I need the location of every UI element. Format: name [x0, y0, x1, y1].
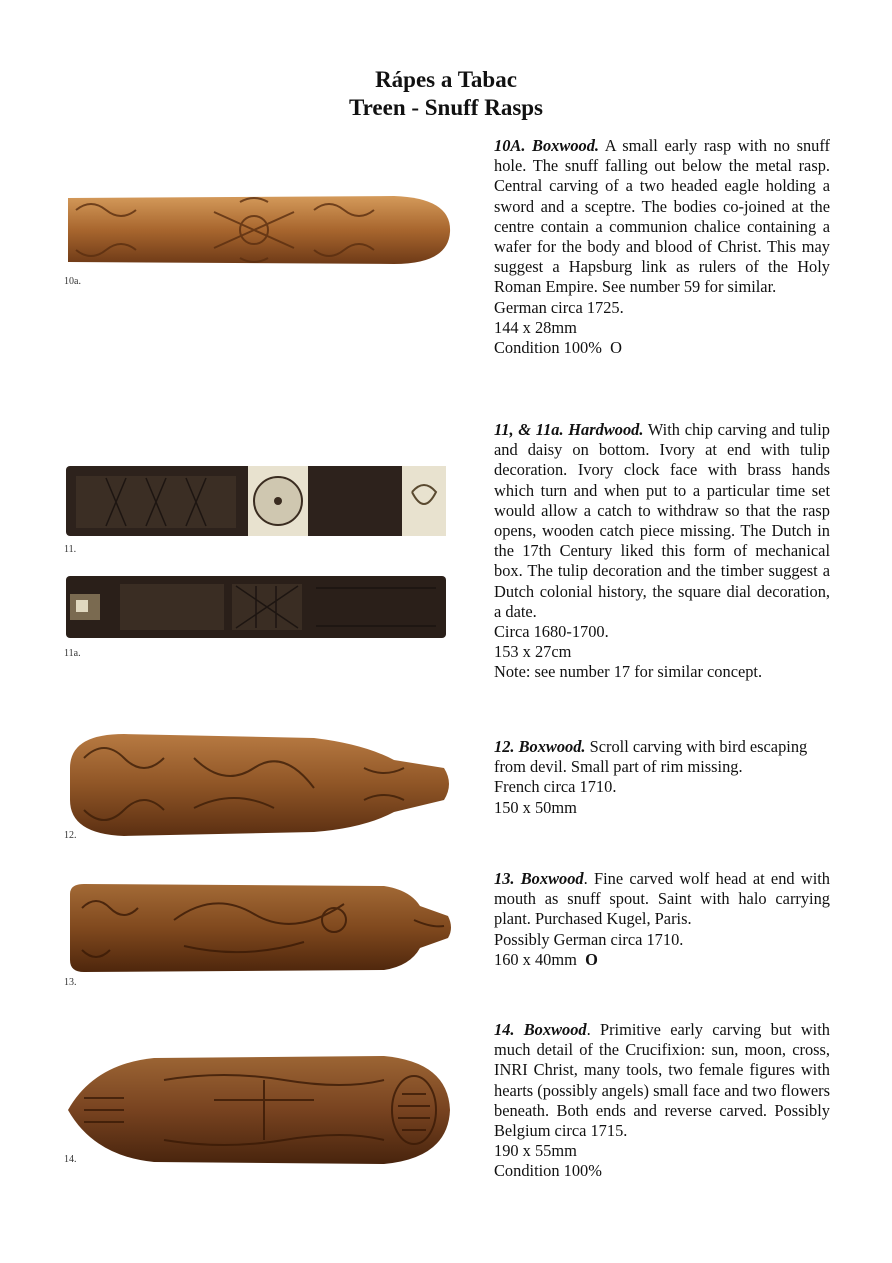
photo-caption: 14. [64, 1154, 77, 1165]
item-description: 14. Boxwood. Primitive early carving but with much detail of the Crucifixion: sun, moon, cross, INRI Christ, many tools, two female figures with hearts (possibly angels) small face and two flowers beneath. Both ends and reverse carved. Possibly Belgium circa 1715. [494, 1020, 830, 1141]
item-size: 153 x 27cm [494, 642, 572, 662]
item-mark: O [585, 949, 598, 969]
photo-caption: 11. [64, 544, 77, 555]
item-size: 150 x 50mm [494, 797, 577, 817]
item-size: 160 x 40mm O [494, 949, 598, 969]
rasp-13-photo [64, 880, 454, 976]
item-13-entry [494, 869, 830, 970]
item-12-entry [494, 737, 830, 818]
photo-caption: 13. [64, 977, 77, 988]
rasp-11-photo [66, 462, 446, 540]
item-condition: Condition 100% O [494, 338, 622, 358]
item-heading: 10A. Boxwood. [494, 136, 599, 155]
rasp-11a-photo [66, 572, 446, 642]
page-title: Rápes a Tabac [375, 67, 517, 92]
rasp-14-photo [64, 1050, 454, 1170]
item-condition: Condition 100% [494, 1161, 602, 1181]
item-heading: 12. Boxwood. [494, 737, 586, 756]
rasp-10a-photo [64, 190, 454, 270]
rasp-12-photo [64, 728, 454, 840]
page-subtitle: Treen - Snuff Rasps [348, 95, 544, 120]
photo-caption: 11a. [64, 648, 81, 659]
item-origin: Circa 1680-1700. [494, 622, 609, 642]
item-origin: Possibly German circa 1710. [494, 929, 684, 949]
item-description: 11, & 11a. Hardwood. With chip carving and tulip and daisy on bottom. Ivory at end with tulip decoration. Ivory clock face with brass hands which turn and when put to a particular time set would allow a catch to withdraw so that the rasp opens, wooden catch piece missing. The Dutch in the 17th Century liked this form of mechanical box. The tulip decoration and the timber suggest a Dutch colonial history, the square dial decoration, a date. [494, 420, 830, 621]
item-size: 190 x 55mm [494, 1141, 577, 1161]
item-14-entry [494, 1020, 830, 1182]
photo-caption: 10a. [64, 276, 81, 287]
item-note: Note: see number 17 for similar concept. [494, 662, 763, 682]
item-mark: O [610, 338, 622, 358]
item-description: 10A. Boxwood. A small early rasp with no snuff hole. The snuff falling out below the metal rasp. Central carving of a two headed eagle holding a sword and a sceptre. The bodies co-joined at the centre contain a communion chalice containing a wafer for the body and blood of Christ. This may suggest a Hapsburg link as rulers of the Holy Roman Empire. See number 59 for similar. [494, 136, 830, 297]
item-heading: 11, & 11a. Hardwood. [494, 420, 644, 439]
item-origin: German circa 1725. [494, 297, 624, 317]
item-heading: 13. Boxwood [494, 869, 584, 888]
item-size: 144 x 28mm [494, 317, 577, 337]
item-11-entry [494, 420, 830, 683]
item-description: 12. Boxwood. Scroll carving with bird escaping from devil. Small part of rim missing. [494, 737, 808, 777]
item-heading: 14. Boxwood [494, 1020, 587, 1039]
item-10a-entry [494, 136, 830, 358]
item-origin: French circa 1710. [494, 777, 617, 797]
item-description: 13. Boxwood. Fine carved wolf head at end with mouth as snuff spout. Saint with halo carrying plant. Purchased Kugel, Paris. [494, 869, 830, 929]
photo-caption: 12. [64, 830, 77, 841]
